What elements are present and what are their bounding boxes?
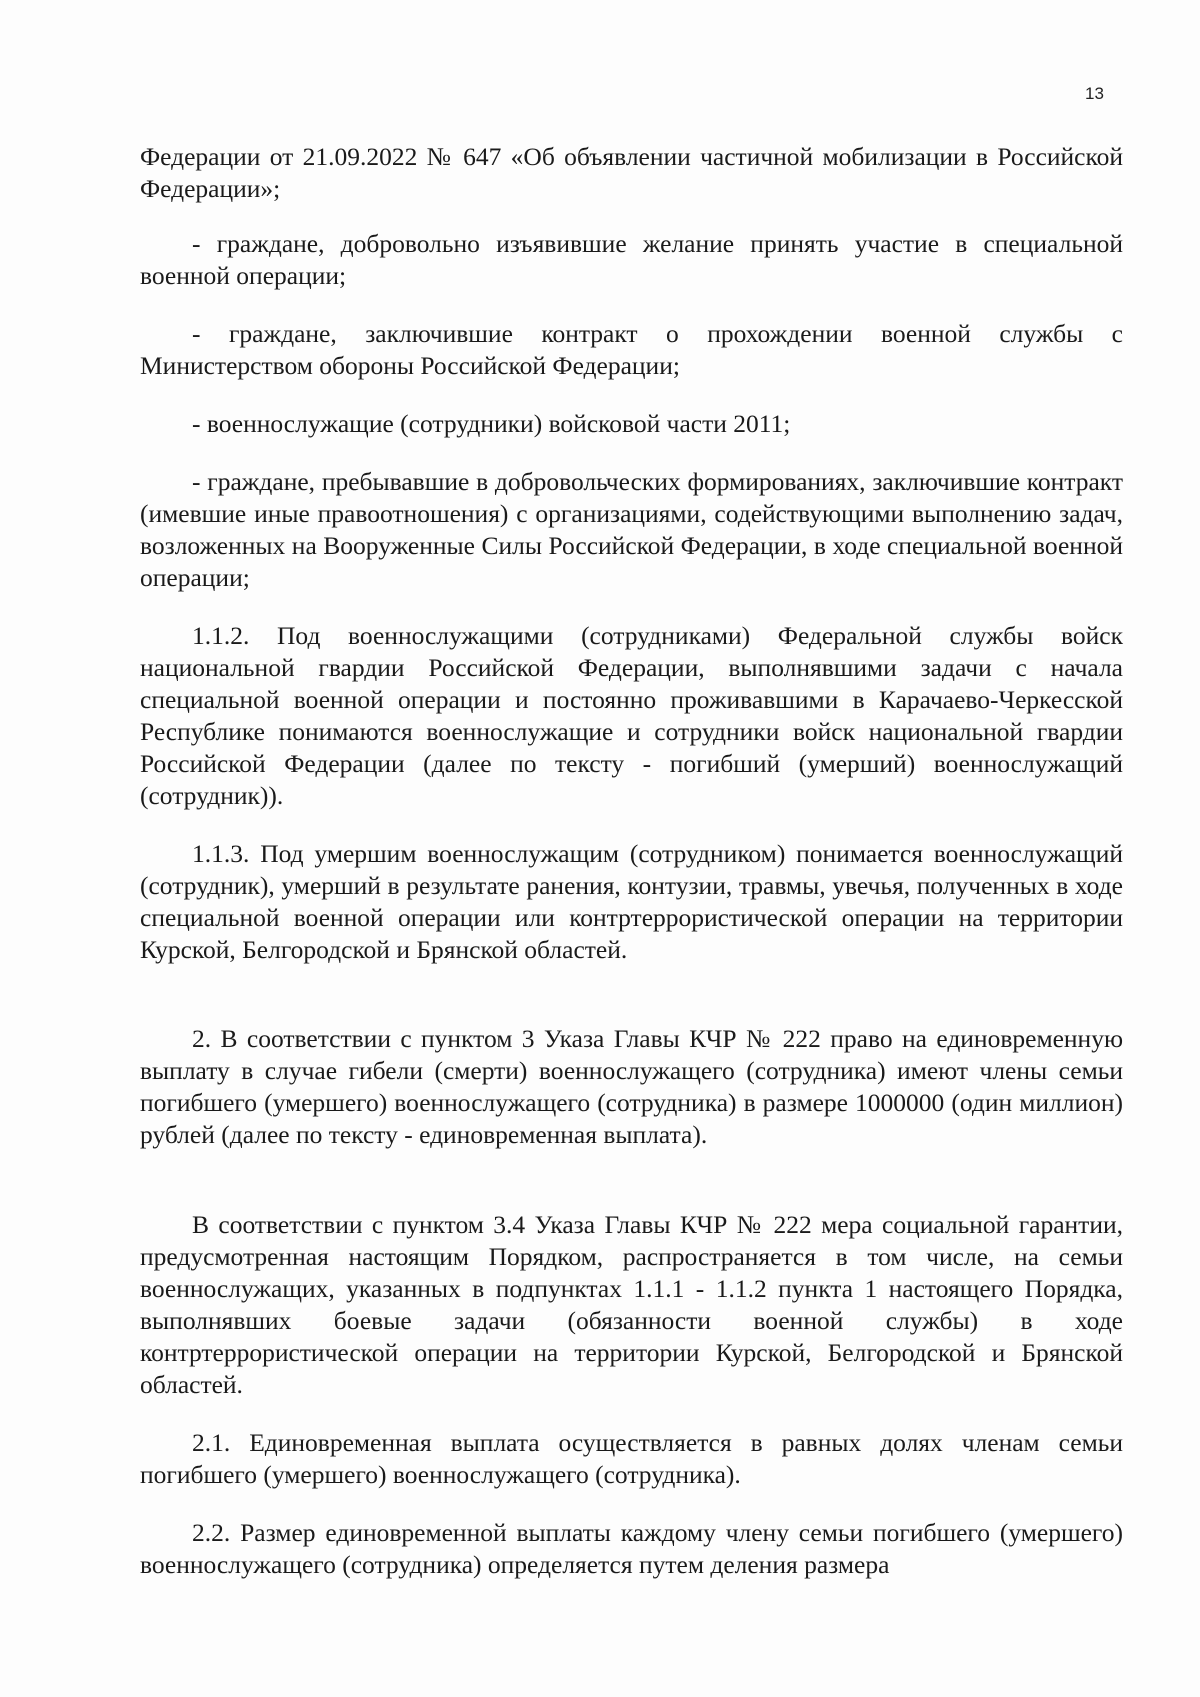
paragraph-contract-citizens: - граждане, заключившие контракт о прохождении военной службы с Министерством обороны Российской Федерации; xyxy=(140,319,1123,380)
paragraph-volunteer-formations: - граждане, пребывавшие в добровольческих формированиях, заключившие контракт (имевшие иные правоотношения) с организациями, содействующими выполнению задач, возложенных на Вооруженные Силы Российской Федерации, в ходе специальной военной операции; xyxy=(140,467,1123,592)
paragraph-1-1-3: 1.1.3. Под умершим военнослужащим (сотрудником) понимается военнослужащий (сотрудник), умерший в результате ранения, контузии, травмы, увечья, полученных в ходе специальной военной операции или контртеррористической операции на территории Курской, Белгородской и Брянской областей. xyxy=(140,839,1123,964)
paragraph-3-4-reference: В соответствии с пунктом 3.4 Указа Главы КЧР № 222 мера социальной гарантии, предусмотренная настоящим Порядком, распространяется в том числе, на семьи военнослужащих, указанных в подпунктах 1.1.1 - 1.1.2 пункта 1 настоящего Порядка, выполнявших боевые задачи (обязанности военной службы) в ходе контртеррористической операции на территории Курской, Белгородской и Брянской областей. xyxy=(140,1210,1123,1399)
paragraph-1-1-2: 1.1.2. Под военнослужащими (сотрудниками) Федеральной службы войск национальной гвардии Российской Федерации, выполнявшими задачи с начала специальной военной операции и постоянно проживавшими в Карачаево-Черкесской Республике понимаются военнослужащие и сотрудники войск национальной гвардии Российской Федерации (далее по тексту - погибший (умерший) военнослужащий (сотрудник)). xyxy=(140,621,1123,810)
paragraph-2: 2. В соответствии с пунктом 3 Указа Главы КЧР № 222 право на единовременную выплату в случае гибели (смерти) военнослужащего (сотрудника) имеют члены семьи погибшего (умершего) военнослужащего (сотрудника) в размере 1000000 (один миллион) рублей (далее по тексту - единовременная выплата). xyxy=(140,1024,1123,1149)
paragraph-volunteers: - граждане, добровольно изъявившие желание принять участие в специальной военной операции; xyxy=(140,229,1123,290)
paragraph-2-1: 2.1. Единовременная выплата осуществляется в равных долях членам семьи погибшего (умершего) военнослужащего (сотрудника). xyxy=(140,1428,1123,1489)
page-number: 13 xyxy=(1085,84,1104,103)
paragraph-mobilization-continuation: Федерации от 21.09.2022 № 647 «Об объявлении частичной мобилизации в Российской Федерации»; xyxy=(140,142,1123,203)
paragraph-2-2: 2.2. Размер единовременной выплаты каждому члену семьи погибшего (умершего) военнослужащего (сотрудника) определяется путем деления размера xyxy=(140,1518,1123,1579)
paragraph-military-unit-2011: - военнослужащие (сотрудники) войсковой части 2011; xyxy=(192,409,791,438)
